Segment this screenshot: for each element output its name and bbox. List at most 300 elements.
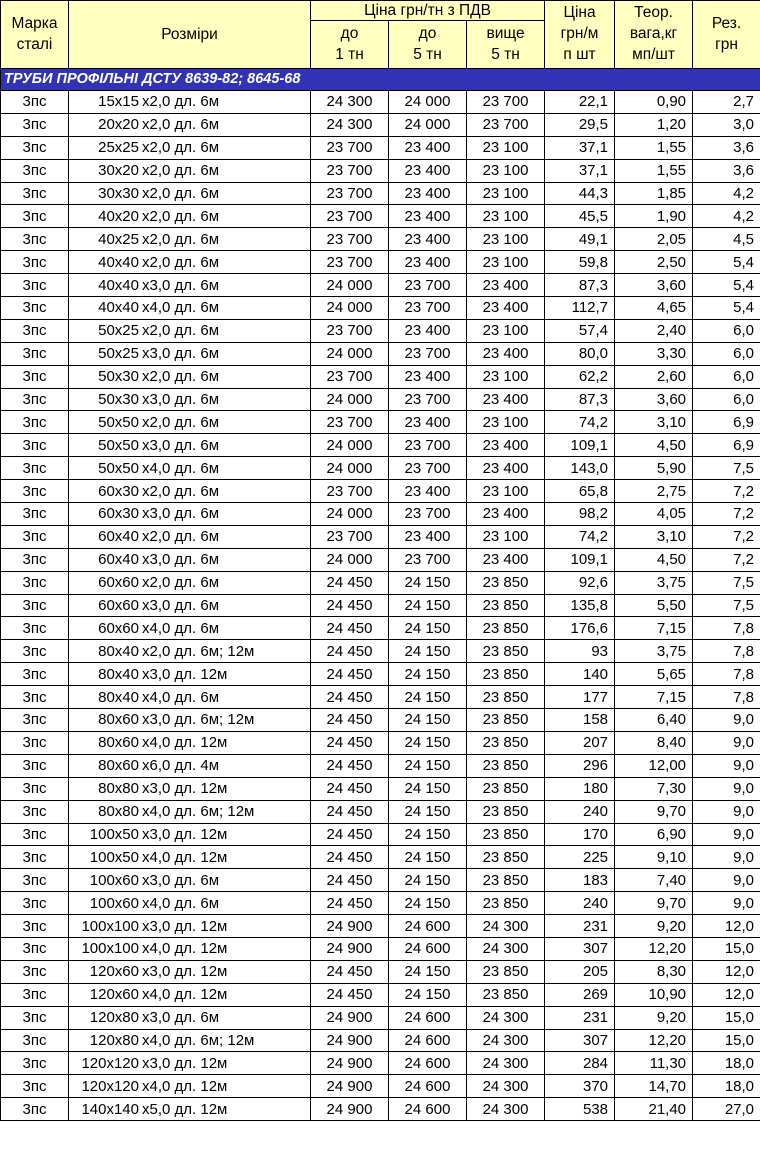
- size-cell: [69, 228, 311, 251]
- price-over-5t: 23 700: [467, 91, 545, 114]
- cut-price: 15,0: [693, 1006, 760, 1029]
- steel-grade: 3пс: [1, 1029, 69, 1052]
- size-cell: [69, 91, 311, 114]
- price-over-5t: 23 100: [467, 228, 545, 251]
- section-title: ТРУБИ ПРОФІЛЬНІ ДСТУ 8639-82; 8645-68: [1, 69, 760, 91]
- size-dimensions: 50x30: [98, 368, 139, 386]
- section-row: [1, 69, 760, 91]
- theoretical-weight: 3,75: [615, 571, 693, 594]
- table-row: [1, 159, 760, 182]
- theoretical-weight: 1,55: [615, 159, 693, 182]
- price-up-to-5t: 24 600: [389, 1006, 467, 1029]
- price-up-to-1t: 24 000: [311, 297, 389, 320]
- price-up-to-1t: 24 900: [311, 1052, 389, 1075]
- cut-price: 3,0: [693, 113, 760, 136]
- theoretical-weight: 5,90: [615, 457, 693, 480]
- table-row: [1, 228, 760, 251]
- size-dimensions: 120x80: [89, 1009, 139, 1027]
- size-cell: [69, 777, 311, 800]
- theoretical-weight: 3,10: [615, 411, 693, 434]
- size-thickness-length: x5,0 дл. 12м: [142, 1100, 228, 1118]
- size-thickness-length: x2,0 дл. 6м: [142, 574, 220, 592]
- size-cell: [69, 365, 311, 388]
- theoretical-weight: 7,40: [615, 869, 693, 892]
- cut-price: 2,7: [693, 91, 760, 114]
- steel-grade: 3пс: [1, 983, 69, 1006]
- price-up-to-1t: 24 300: [311, 91, 389, 114]
- cut-price: 7,2: [693, 525, 760, 548]
- cut-price: 7,5: [693, 571, 760, 594]
- steel-grade: 3пс: [1, 388, 69, 411]
- steel-grade: 3пс: [1, 457, 69, 480]
- cut-price: 9,0: [693, 731, 760, 754]
- price-per-meter: 231: [545, 1006, 615, 1029]
- price-up-to-5t: 23 700: [389, 457, 467, 480]
- price-up-to-5t: 23 400: [389, 411, 467, 434]
- price-per-meter: 135,8: [545, 594, 615, 617]
- price-up-to-5t: 23 700: [389, 503, 467, 526]
- theoretical-weight: 2,60: [615, 365, 693, 388]
- theoretical-weight: 10,90: [615, 983, 693, 1006]
- price-up-to-1t: 23 700: [311, 228, 389, 251]
- size-dimensions: 80x60: [98, 757, 139, 775]
- steel-grade: 3пс: [1, 754, 69, 777]
- size-cell: [69, 663, 311, 686]
- table-row: [1, 503, 760, 526]
- price-up-to-5t: 23 400: [389, 365, 467, 388]
- size-thickness-length: x4,0 дл. 6м; 12м: [142, 1031, 255, 1049]
- size-dimensions: 50x50: [98, 436, 139, 454]
- size-dimensions: 60x60: [98, 597, 139, 615]
- size-cell: [69, 1006, 311, 1029]
- size-thickness-length: x2,0 дл. 6м: [142, 230, 220, 248]
- cut-price: 7,2: [693, 548, 760, 571]
- cut-price: 12,0: [693, 915, 760, 938]
- size-cell: [69, 411, 311, 434]
- price-per-meter: 307: [545, 937, 615, 960]
- price-per-meter: 29,5: [545, 113, 615, 136]
- size-cell: [69, 297, 311, 320]
- header-price-over-5t: вище 5 тн: [467, 21, 545, 69]
- size-cell: [69, 800, 311, 823]
- price-over-5t: 23 400: [467, 388, 545, 411]
- size-thickness-length: x6,0 дл. 4м: [142, 757, 220, 775]
- price-up-to-5t: 23 400: [389, 251, 467, 274]
- theoretical-weight: 4,50: [615, 548, 693, 571]
- table-row: [1, 1029, 760, 1052]
- price-up-to-1t: 24 450: [311, 709, 389, 732]
- size-cell: [69, 686, 311, 709]
- theoretical-weight: 12,20: [615, 937, 693, 960]
- price-per-meter: 158: [545, 709, 615, 732]
- price-up-to-5t: 24 150: [389, 777, 467, 800]
- size-dimensions: 120x80: [89, 1031, 139, 1049]
- steel-grade: 3пс: [1, 503, 69, 526]
- size-thickness-length: x3,0 дл. 6м: [142, 1009, 220, 1027]
- size-dimensions: 40x40: [98, 299, 139, 317]
- theoretical-weight: 9,20: [615, 1006, 693, 1029]
- table-body: [1, 91, 760, 1121]
- size-cell: [69, 571, 311, 594]
- price-over-5t: 23 100: [467, 411, 545, 434]
- theoretical-weight: 5,65: [615, 663, 693, 686]
- cut-price: 6,0: [693, 388, 760, 411]
- size-dimensions: 80x40: [98, 665, 139, 683]
- size-cell: [69, 1075, 311, 1098]
- price-per-meter: 87,3: [545, 388, 615, 411]
- price-per-meter: 240: [545, 892, 615, 915]
- steel-grade: 3пс: [1, 1052, 69, 1075]
- table-row: [1, 411, 760, 434]
- table-row: [1, 937, 760, 960]
- table-row: [1, 91, 760, 114]
- price-over-5t: 23 850: [467, 640, 545, 663]
- size-cell: [69, 480, 311, 503]
- table-row: [1, 457, 760, 480]
- price-up-to-5t: 24 150: [389, 594, 467, 617]
- table-row: [1, 686, 760, 709]
- price-up-to-1t: 24 450: [311, 846, 389, 869]
- size-thickness-length: x2,0 дл. 6м: [142, 162, 220, 180]
- size-cell: [69, 182, 311, 205]
- price-over-5t: 23 100: [467, 251, 545, 274]
- cut-price: 5,4: [693, 274, 760, 297]
- price-up-to-5t: 23 400: [389, 182, 467, 205]
- header-cut: Рез. грн: [693, 1, 760, 69]
- size-cell: [69, 319, 311, 342]
- price-up-to-5t: 24 150: [389, 869, 467, 892]
- price-over-5t: 23 700: [467, 113, 545, 136]
- price-up-to-1t: 24 000: [311, 342, 389, 365]
- price-up-to-1t: 24 450: [311, 960, 389, 983]
- steel-grade: 3пс: [1, 228, 69, 251]
- price-up-to-1t: 23 700: [311, 251, 389, 274]
- price-up-to-5t: 24 150: [389, 983, 467, 1006]
- size-thickness-length: x3,0 дл. 12м: [142, 780, 228, 798]
- steel-grade: 3пс: [1, 365, 69, 388]
- price-up-to-1t: 24 450: [311, 800, 389, 823]
- size-dimensions: 120x120: [81, 1077, 139, 1095]
- price-over-5t: 23 100: [467, 136, 545, 159]
- price-per-meter: 49,1: [545, 228, 615, 251]
- size-dimensions: 120x60: [89, 986, 139, 1004]
- size-cell: [69, 640, 311, 663]
- price-up-to-5t: 24 150: [389, 823, 467, 846]
- size-dimensions: 100x100: [81, 940, 139, 958]
- steel-grade: 3пс: [1, 823, 69, 846]
- steel-grade: 3пс: [1, 342, 69, 365]
- theoretical-weight: 6,90: [615, 823, 693, 846]
- table-row: [1, 480, 760, 503]
- steel-grade: 3пс: [1, 640, 69, 663]
- table-row: [1, 1098, 760, 1121]
- price-over-5t: 23 100: [467, 182, 545, 205]
- cut-price: 9,0: [693, 754, 760, 777]
- price-per-meter: 296: [545, 754, 615, 777]
- theoretical-weight: 2,50: [615, 251, 693, 274]
- table-row: [1, 823, 760, 846]
- size-dimensions: 80x40: [98, 642, 139, 660]
- size-dimensions: 100x60: [89, 871, 139, 889]
- table-row: [1, 1075, 760, 1098]
- price-up-to-1t: 24 300: [311, 113, 389, 136]
- price-over-5t: 23 850: [467, 709, 545, 732]
- price-up-to-1t: 24 900: [311, 915, 389, 938]
- size-thickness-length: x4,0 дл. 6м: [142, 459, 220, 477]
- steel-grade: 3пс: [1, 1075, 69, 1098]
- price-over-5t: 23 850: [467, 777, 545, 800]
- table-row: [1, 800, 760, 823]
- size-cell: [69, 113, 311, 136]
- theoretical-weight: 2,40: [615, 319, 693, 342]
- size-thickness-length: x2,0 дл. 6м: [142, 322, 220, 340]
- size-dimensions: 100x60: [89, 894, 139, 912]
- price-up-to-1t: 23 700: [311, 411, 389, 434]
- price-per-meter: 37,1: [545, 159, 615, 182]
- price-over-5t: 23 850: [467, 731, 545, 754]
- table-row: [1, 274, 760, 297]
- price-per-meter: 98,2: [545, 503, 615, 526]
- price-up-to-5t: 24 150: [389, 686, 467, 709]
- price-up-to-5t: 24 600: [389, 1052, 467, 1075]
- header-price-group: Ціна грн/тн з ПДВ: [311, 1, 545, 21]
- theoretical-weight: 5,50: [615, 594, 693, 617]
- size-thickness-length: x3,0 дл. 12м: [142, 665, 228, 683]
- table-row: [1, 1006, 760, 1029]
- price-up-to-5t: 23 400: [389, 319, 467, 342]
- cut-price: 7,2: [693, 503, 760, 526]
- price-up-to-5t: 23 400: [389, 205, 467, 228]
- price-over-5t: 23 850: [467, 800, 545, 823]
- price-up-to-1t: 24 000: [311, 503, 389, 526]
- size-cell: [69, 274, 311, 297]
- size-cell: [69, 846, 311, 869]
- price-per-meter: 44,3: [545, 182, 615, 205]
- table-row: [1, 594, 760, 617]
- theoretical-weight: 7,15: [615, 686, 693, 709]
- theoretical-weight: 8,30: [615, 960, 693, 983]
- cut-price: 15,0: [693, 1029, 760, 1052]
- size-thickness-length: x2,0 дл. 6м: [142, 93, 220, 111]
- theoretical-weight: 12,20: [615, 1029, 693, 1052]
- price-over-5t: 23 400: [467, 434, 545, 457]
- theoretical-weight: 7,15: [615, 617, 693, 640]
- steel-grade: 3пс: [1, 251, 69, 274]
- price-over-5t: 23 850: [467, 571, 545, 594]
- table-row: [1, 983, 760, 1006]
- table-row: [1, 205, 760, 228]
- cut-price: 3,6: [693, 159, 760, 182]
- cut-price: 12,0: [693, 983, 760, 1006]
- steel-grade: 3пс: [1, 777, 69, 800]
- price-up-to-1t: 23 700: [311, 182, 389, 205]
- table-row: [1, 617, 760, 640]
- steel-grade: 3пс: [1, 1006, 69, 1029]
- price-up-to-1t: 24 450: [311, 617, 389, 640]
- price-up-to-5t: 23 400: [389, 136, 467, 159]
- price-per-meter: 93: [545, 640, 615, 663]
- theoretical-weight: 6,40: [615, 709, 693, 732]
- price-over-5t: 24 300: [467, 1006, 545, 1029]
- size-thickness-length: x3,0 дл. 12м: [142, 963, 228, 981]
- price-per-meter: 307: [545, 1029, 615, 1052]
- price-up-to-1t: 24 450: [311, 754, 389, 777]
- theoretical-weight: 1,55: [615, 136, 693, 159]
- price-up-to-1t: 24 000: [311, 457, 389, 480]
- price-up-to-5t: 24 150: [389, 640, 467, 663]
- price-over-5t: 23 850: [467, 617, 545, 640]
- steel-grade: 3пс: [1, 731, 69, 754]
- price-up-to-1t: 24 450: [311, 663, 389, 686]
- size-dimensions: 50x50: [98, 413, 139, 431]
- table-row: [1, 846, 760, 869]
- size-cell: [69, 457, 311, 480]
- cut-price: 5,4: [693, 251, 760, 274]
- table-row: [1, 525, 760, 548]
- price-up-to-1t: 24 450: [311, 823, 389, 846]
- size-thickness-length: x3,0 дл. 6м: [142, 871, 220, 889]
- price-over-5t: 23 400: [467, 548, 545, 571]
- price-up-to-1t: 24 900: [311, 1006, 389, 1029]
- price-up-to-5t: 24 150: [389, 571, 467, 594]
- size-dimensions: 30x20: [98, 162, 139, 180]
- theoretical-weight: 12,00: [615, 754, 693, 777]
- steel-grade: 3пс: [1, 525, 69, 548]
- size-thickness-length: x3,0 дл. 6м: [142, 597, 220, 615]
- price-per-meter: 74,2: [545, 411, 615, 434]
- cut-price: 12,0: [693, 960, 760, 983]
- theoretical-weight: 9,20: [615, 915, 693, 938]
- price-up-to-1t: 24 000: [311, 274, 389, 297]
- table-row: [1, 571, 760, 594]
- price-per-meter: 207: [545, 731, 615, 754]
- price-over-5t: 24 300: [467, 1052, 545, 1075]
- price-up-to-5t: 23 700: [389, 297, 467, 320]
- table-row: [1, 342, 760, 365]
- size-dimensions: 25x25: [98, 139, 139, 157]
- table-row: [1, 365, 760, 388]
- price-up-to-5t: 23 400: [389, 480, 467, 503]
- price-per-meter: 74,2: [545, 525, 615, 548]
- price-per-meter: 240: [545, 800, 615, 823]
- price-per-meter: 92,6: [545, 571, 615, 594]
- cut-price: 4,2: [693, 182, 760, 205]
- price-up-to-5t: 23 700: [389, 434, 467, 457]
- cut-price: 7,5: [693, 457, 760, 480]
- price-over-5t: 24 300: [467, 1098, 545, 1121]
- theoretical-weight: 8,40: [615, 731, 693, 754]
- price-up-to-1t: 24 450: [311, 777, 389, 800]
- price-up-to-5t: 24 000: [389, 91, 467, 114]
- cut-price: 9,0: [693, 777, 760, 800]
- cut-price: 9,0: [693, 709, 760, 732]
- price-up-to-5t: 24 150: [389, 892, 467, 915]
- table-row: [1, 709, 760, 732]
- size-thickness-length: x2,0 дл. 6м: [142, 528, 220, 546]
- cut-price: 4,2: [693, 205, 760, 228]
- steel-grade: 3пс: [1, 686, 69, 709]
- steel-grade: 3пс: [1, 892, 69, 915]
- theoretical-weight: 7,30: [615, 777, 693, 800]
- steel-grade: 3пс: [1, 159, 69, 182]
- steel-grade: 3пс: [1, 915, 69, 938]
- size-dimensions: 80x60: [98, 711, 139, 729]
- price-over-5t: 24 300: [467, 937, 545, 960]
- table-row: [1, 754, 760, 777]
- size-dimensions: 140x140: [81, 1100, 139, 1118]
- size-thickness-length: x2,0 дл. 6м: [142, 253, 220, 271]
- size-cell: [69, 548, 311, 571]
- header-price-per-meter: Ціна грн/м п шт: [545, 1, 615, 69]
- size-thickness-length: x3,0 дл. 6м: [142, 551, 220, 569]
- header-weight: Теор. вага,кг мп/шт: [615, 1, 693, 69]
- price-over-5t: 23 850: [467, 686, 545, 709]
- size-dimensions: 80x60: [98, 734, 139, 752]
- price-up-to-5t: 24 150: [389, 754, 467, 777]
- price-over-5t: 23 850: [467, 846, 545, 869]
- size-cell: [69, 983, 311, 1006]
- price-up-to-5t: 24 150: [389, 663, 467, 686]
- price-up-to-5t: 24 150: [389, 617, 467, 640]
- size-thickness-length: x2,0 дл. 6м: [142, 207, 220, 225]
- price-up-to-1t: 23 700: [311, 365, 389, 388]
- price-per-meter: 170: [545, 823, 615, 846]
- price-up-to-5t: 24 000: [389, 113, 467, 136]
- price-up-to-1t: 24 450: [311, 571, 389, 594]
- size-thickness-length: x4,0 дл. 6м: [142, 894, 220, 912]
- price-up-to-5t: 24 150: [389, 800, 467, 823]
- size-thickness-length: x4,0 дл. 6м: [142, 688, 220, 706]
- cut-price: 4,5: [693, 228, 760, 251]
- size-cell: [69, 823, 311, 846]
- price-up-to-1t: 24 900: [311, 937, 389, 960]
- price-over-5t: 23 850: [467, 960, 545, 983]
- price-per-meter: 284: [545, 1052, 615, 1075]
- table-row: [1, 548, 760, 571]
- price-up-to-5t: 24 600: [389, 1029, 467, 1052]
- price-up-to-1t: 24 450: [311, 640, 389, 663]
- steel-grade: 3пс: [1, 297, 69, 320]
- price-up-to-5t: 23 400: [389, 159, 467, 182]
- steel-grade: 3пс: [1, 319, 69, 342]
- table-row: [1, 869, 760, 892]
- size-cell: [69, 1098, 311, 1121]
- size-thickness-length: x3,0 дл. 6м: [142, 505, 220, 523]
- steel-grade: 3пс: [1, 594, 69, 617]
- price-up-to-1t: 24 900: [311, 1075, 389, 1098]
- price-up-to-5t: 24 150: [389, 731, 467, 754]
- size-cell: [69, 342, 311, 365]
- price-up-to-5t: 24 600: [389, 1098, 467, 1121]
- price-per-meter: 231: [545, 915, 615, 938]
- size-dimensions: 50x25: [98, 345, 139, 363]
- header-sizes: Розміри: [69, 1, 311, 69]
- size-dimensions: 60x40: [98, 551, 139, 569]
- size-dimensions: 100x50: [89, 825, 139, 843]
- size-thickness-length: x3,0 дл. 6м: [142, 276, 220, 294]
- size-thickness-length: x4,0 дл. 12м: [142, 848, 228, 866]
- price-over-5t: 23 850: [467, 983, 545, 1006]
- table-row: [1, 663, 760, 686]
- size-dimensions: 20x20: [98, 116, 139, 134]
- size-cell: [69, 892, 311, 915]
- table-row: [1, 297, 760, 320]
- steel-grade: 3пс: [1, 136, 69, 159]
- header-price-5t: до 5 тн: [389, 21, 467, 69]
- size-dimensions: 40x20: [98, 207, 139, 225]
- theoretical-weight: 11,30: [615, 1052, 693, 1075]
- size-thickness-length: x3,0 дл. 6м: [142, 436, 220, 454]
